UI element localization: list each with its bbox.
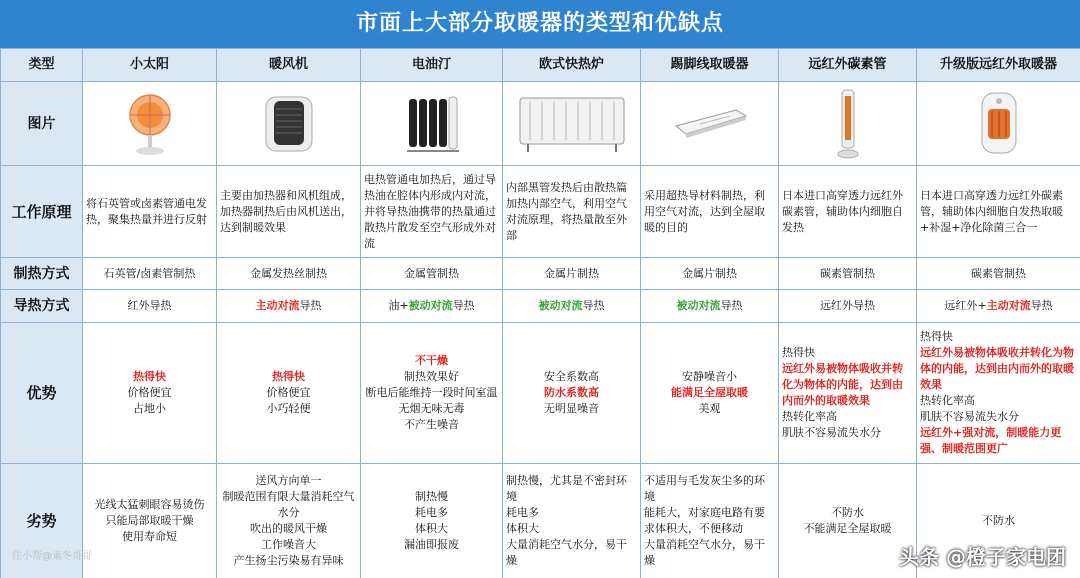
advantages-cell-3 bbox=[503, 323, 641, 464]
advantage-item bbox=[364, 353, 499, 369]
advantage-text: 不干燥 bbox=[415, 354, 448, 367]
advantages-cell-0 bbox=[83, 323, 217, 464]
advantage-text: 远红外易被物体吸收并转化为物体的内能，达到由内而外的取暖效果 bbox=[782, 362, 903, 407]
type-row bbox=[1, 49, 1080, 82]
disadvantage-item: 送风方向单一 bbox=[255, 474, 322, 487]
image-cell-5 bbox=[779, 82, 917, 166]
conduction-text: 导热 bbox=[299, 299, 322, 312]
advantage-item bbox=[920, 425, 1077, 457]
advantage-text: 热得快 bbox=[133, 370, 166, 383]
advantage-item bbox=[920, 345, 1077, 393]
disadvantage-item: 光线太猛刺眼容易烫伤 bbox=[94, 498, 205, 511]
disadvantage-item: 体积大 bbox=[415, 522, 448, 535]
row-label-disadvantages: 劣势 bbox=[1, 464, 83, 578]
disadvantage-item: 只能局部取暖干燥 bbox=[105, 514, 194, 527]
disadvantage-item: 能耗大，对家庭电路有要求体积大，不便移动 bbox=[644, 506, 765, 535]
advantage-item bbox=[364, 369, 499, 385]
advantage-item bbox=[506, 369, 637, 385]
advantages-cell-4 bbox=[641, 323, 779, 464]
disadvantage-item: 产生扬尘污染易有异味 bbox=[233, 554, 344, 567]
advantage-item bbox=[920, 329, 1077, 345]
disadvantage-item: 漏油即报废 bbox=[404, 538, 459, 551]
advantages-cell-6 bbox=[917, 323, 1080, 464]
heating-cell-2: 金属管制热 bbox=[361, 258, 503, 290]
advantage-item bbox=[644, 401, 775, 417]
advantage-text: 热转化率高 bbox=[782, 410, 837, 423]
advantage-item bbox=[86, 369, 213, 385]
advantage-text: 价格便宜 bbox=[266, 386, 311, 399]
image-cell-2 bbox=[361, 82, 503, 166]
disadvantages-cell-1 bbox=[217, 464, 361, 578]
advantage-item bbox=[644, 385, 775, 401]
conduction-text: 导热 bbox=[1030, 299, 1053, 312]
image-cell-1 bbox=[217, 82, 361, 166]
fan-heater-icon bbox=[260, 93, 318, 155]
euro-convector-icon bbox=[516, 92, 628, 156]
principle-cell-6: 日本进口高穿透力远红外碳素管，辅助体内细胞自发热取暖+补湿+净化除菌三合一 bbox=[917, 166, 1080, 258]
conduction-text: 主动对流 bbox=[255, 299, 300, 312]
small-sun-heater-icon bbox=[125, 91, 175, 157]
principle-cell-1: 主要由加热器和风机组成，加热器制热后由风机送出，达到制暖效果 bbox=[217, 166, 361, 258]
advantage-item bbox=[364, 417, 499, 433]
heating-cell-0: 石英管/卤素管制热 bbox=[83, 258, 217, 290]
advantage-text: 占地小 bbox=[133, 402, 166, 415]
advantage-item bbox=[782, 361, 913, 409]
advantages-cell-5 bbox=[779, 323, 917, 464]
principle-cell-0: 将石英管或卤素管通电发热，聚集热量并进行反射 bbox=[83, 166, 217, 258]
disadvantage-item: 大量消耗空气水分，易干燥 bbox=[644, 538, 765, 567]
advantage-item bbox=[364, 385, 499, 401]
row-label-image: 图片 bbox=[1, 82, 83, 166]
image-cell-6 bbox=[917, 82, 1080, 166]
conduction-text: 被动对流 bbox=[676, 299, 721, 312]
type-header-2: 电油汀 bbox=[361, 49, 503, 82]
row-label-type: 类型 bbox=[1, 49, 83, 82]
upgraded-infrared-heater-icon bbox=[974, 89, 1024, 159]
advantage-item bbox=[782, 409, 913, 425]
principle-cell-5: 日本进口高穿透力远红外碳素管，辅助体内细胞自发热 bbox=[779, 166, 917, 258]
disadvantage-item: 不防水 bbox=[831, 506, 864, 519]
disadvantage-item: 吹出的暖风干燥 bbox=[250, 522, 327, 535]
disadvantages-cell-4 bbox=[641, 464, 779, 578]
conduction-cell-0 bbox=[83, 290, 217, 323]
disadvantage-item: 体积大 bbox=[506, 522, 539, 535]
advantage-text: 安全系数高 bbox=[544, 370, 599, 383]
disadvantage-item: 耗电多 bbox=[506, 506, 539, 519]
principle-cell-4: 采用超热导材料制热，利用空气对流，达到全屋取暖的目的 bbox=[641, 166, 779, 258]
disadvantage-item: 工作噪音大 bbox=[261, 538, 316, 551]
conduction-cell-5 bbox=[779, 290, 917, 323]
oil-radiator-icon bbox=[403, 93, 461, 155]
conduction-row bbox=[1, 290, 1080, 323]
advantage-text: 肌肤不容易流失水分 bbox=[920, 410, 1019, 423]
advantage-text: 远红外易被物体吸收并转化为物体的内能，达到由内而外的取暖效果 bbox=[920, 346, 1074, 391]
advantage-text: 能满足全屋取暖 bbox=[671, 386, 748, 399]
advantage-item bbox=[506, 385, 637, 401]
advantage-text: 无烟无味无毒 bbox=[398, 402, 465, 415]
heating-cell-4: 金属片制热 bbox=[641, 258, 779, 290]
heating-cell-1: 金属发热丝制热 bbox=[217, 258, 361, 290]
disadvantages-cell-5 bbox=[779, 464, 917, 578]
disadvantage-item: 使用寿命短 bbox=[122, 530, 177, 543]
advantage-text: 价格便宜 bbox=[127, 386, 172, 399]
advantage-item bbox=[920, 393, 1077, 409]
heating-row bbox=[1, 258, 1080, 290]
advantage-text: 热转化率高 bbox=[920, 394, 975, 407]
advantages-row bbox=[1, 323, 1080, 464]
advantage-text: 肌肤不容易流失水分 bbox=[782, 426, 881, 439]
row-label-heating: 制热方式 bbox=[1, 258, 83, 290]
advantage-item bbox=[920, 409, 1077, 425]
disadvantage-item: 制暖范围有限大量消耗空气水分 bbox=[222, 490, 355, 519]
advantage-text: 美观 bbox=[698, 402, 721, 415]
type-header-4: 踢脚线取暖器 bbox=[641, 49, 779, 82]
principle-cell-2: 电热管通电加热后，通过导热油在腔体内形成内对流，并将导热油携带的热量通过散热片散发至空气形成外对流 bbox=[361, 166, 503, 258]
row-label-conduction: 导热方式 bbox=[1, 290, 83, 323]
disadvantage-item: 不能满足全屋取暖 bbox=[803, 522, 892, 535]
baseboard-heater-icon bbox=[670, 104, 750, 144]
conduction-cell-2 bbox=[361, 290, 503, 323]
conduction-cell-4 bbox=[641, 290, 779, 323]
advantage-text: 小巧轻便 bbox=[266, 402, 311, 415]
disadvantages-cell-2 bbox=[361, 464, 503, 578]
advantage-item bbox=[364, 401, 499, 417]
image-row bbox=[1, 82, 1080, 166]
advantage-item bbox=[220, 369, 357, 385]
advantage-text: 安静噪音小 bbox=[682, 370, 737, 383]
advantage-item bbox=[782, 425, 913, 441]
type-header-1: 暖风机 bbox=[217, 49, 361, 82]
advantage-item bbox=[644, 369, 775, 385]
conduction-text: 主动对流 bbox=[986, 299, 1031, 312]
conduction-text: 红外导热 bbox=[127, 299, 172, 312]
advantage-text: 热得快 bbox=[782, 346, 815, 359]
conduction-cell-3 bbox=[503, 290, 641, 323]
disadvantages-cell-3 bbox=[503, 464, 641, 578]
advantage-text: 断电后能维持一段时间室温 bbox=[365, 386, 498, 399]
advantage-text: 无明显噪音 bbox=[544, 402, 599, 415]
advantage-text: 制热效果好 bbox=[404, 370, 459, 383]
row-label-principle: 工作原理 bbox=[1, 166, 83, 258]
advantage-text: 防水系数高 bbox=[544, 386, 599, 399]
advantage-item bbox=[86, 401, 213, 417]
principle-cell-3: 内部黑管发热后由散热篇加热内部空气，利用空气对流原理，将热量散至外部 bbox=[503, 166, 641, 258]
conduction-text: 导热 bbox=[582, 299, 605, 312]
image-cell-4 bbox=[641, 82, 779, 166]
heating-cell-5: 碳素管制热 bbox=[779, 258, 917, 290]
type-header-3: 欧式快热炉 bbox=[503, 49, 641, 82]
brand-watermark: 头条 @橙子家电团 bbox=[899, 545, 1066, 569]
type-header-6: 升级版远红外取暖器 bbox=[917, 49, 1080, 82]
disadvantage-item: 不适用与毛发灰尘多的环境 bbox=[644, 474, 765, 503]
advantage-text: 不产生噪音 bbox=[404, 418, 459, 431]
advantages-cell-1 bbox=[217, 323, 361, 464]
conduction-text: 导热 bbox=[452, 299, 475, 312]
advantage-text: 热得快 bbox=[272, 370, 305, 383]
disadvantage-item: 耗电多 bbox=[415, 506, 448, 519]
conduction-text: 远红外+ bbox=[944, 299, 987, 312]
carbon-tube-heater-icon bbox=[836, 88, 860, 160]
row-label-advantages: 优势 bbox=[1, 323, 83, 464]
heating-cell-6: 碳素管制热 bbox=[917, 258, 1080, 290]
image-cell-3 bbox=[503, 82, 641, 166]
conduction-text: 远红外导热 bbox=[820, 299, 875, 312]
disadvantage-item: 制热慢，尤其是不密封环境 bbox=[506, 474, 627, 503]
advantages-cell-2 bbox=[361, 323, 503, 464]
disadvantage-item: 制热慢 bbox=[415, 490, 448, 503]
conduction-text: 被动对流 bbox=[408, 299, 453, 312]
image-cell-0 bbox=[83, 82, 217, 166]
disadvantages-cell-0 bbox=[83, 464, 217, 578]
advantage-text: 热得快 bbox=[920, 330, 953, 343]
advantage-item bbox=[86, 385, 213, 401]
advantage-item bbox=[220, 401, 357, 417]
conduction-text: 被动对流 bbox=[538, 299, 583, 312]
advantage-item bbox=[782, 345, 913, 361]
principle-row bbox=[1, 166, 1080, 258]
type-header-5: 远红外碳素管 bbox=[779, 49, 917, 82]
conduction-text: 导热 bbox=[720, 299, 743, 312]
left-watermark: 住小帮@東冬哥哥 bbox=[12, 551, 92, 562]
advantage-item bbox=[506, 401, 637, 417]
heating-cell-3: 金属片制热 bbox=[503, 258, 641, 290]
comparison-table bbox=[0, 48, 1080, 578]
conduction-cell-6 bbox=[917, 290, 1080, 323]
disadvantage-item: 大量消耗空气水分，易干燥 bbox=[506, 538, 627, 567]
disadvantage-item: 不防水 bbox=[982, 514, 1015, 527]
conduction-cell-1 bbox=[217, 290, 361, 323]
page-title: 市面上大部分取暖器的类型和优缺点 bbox=[0, 0, 1080, 48]
advantage-item bbox=[220, 385, 357, 401]
advantage-text: 远红外+强对流，制暖能力更强、制暖范围更广 bbox=[920, 426, 1062, 455]
type-header-0: 小太阳 bbox=[83, 49, 217, 82]
conduction-text: 油+ bbox=[388, 299, 409, 312]
